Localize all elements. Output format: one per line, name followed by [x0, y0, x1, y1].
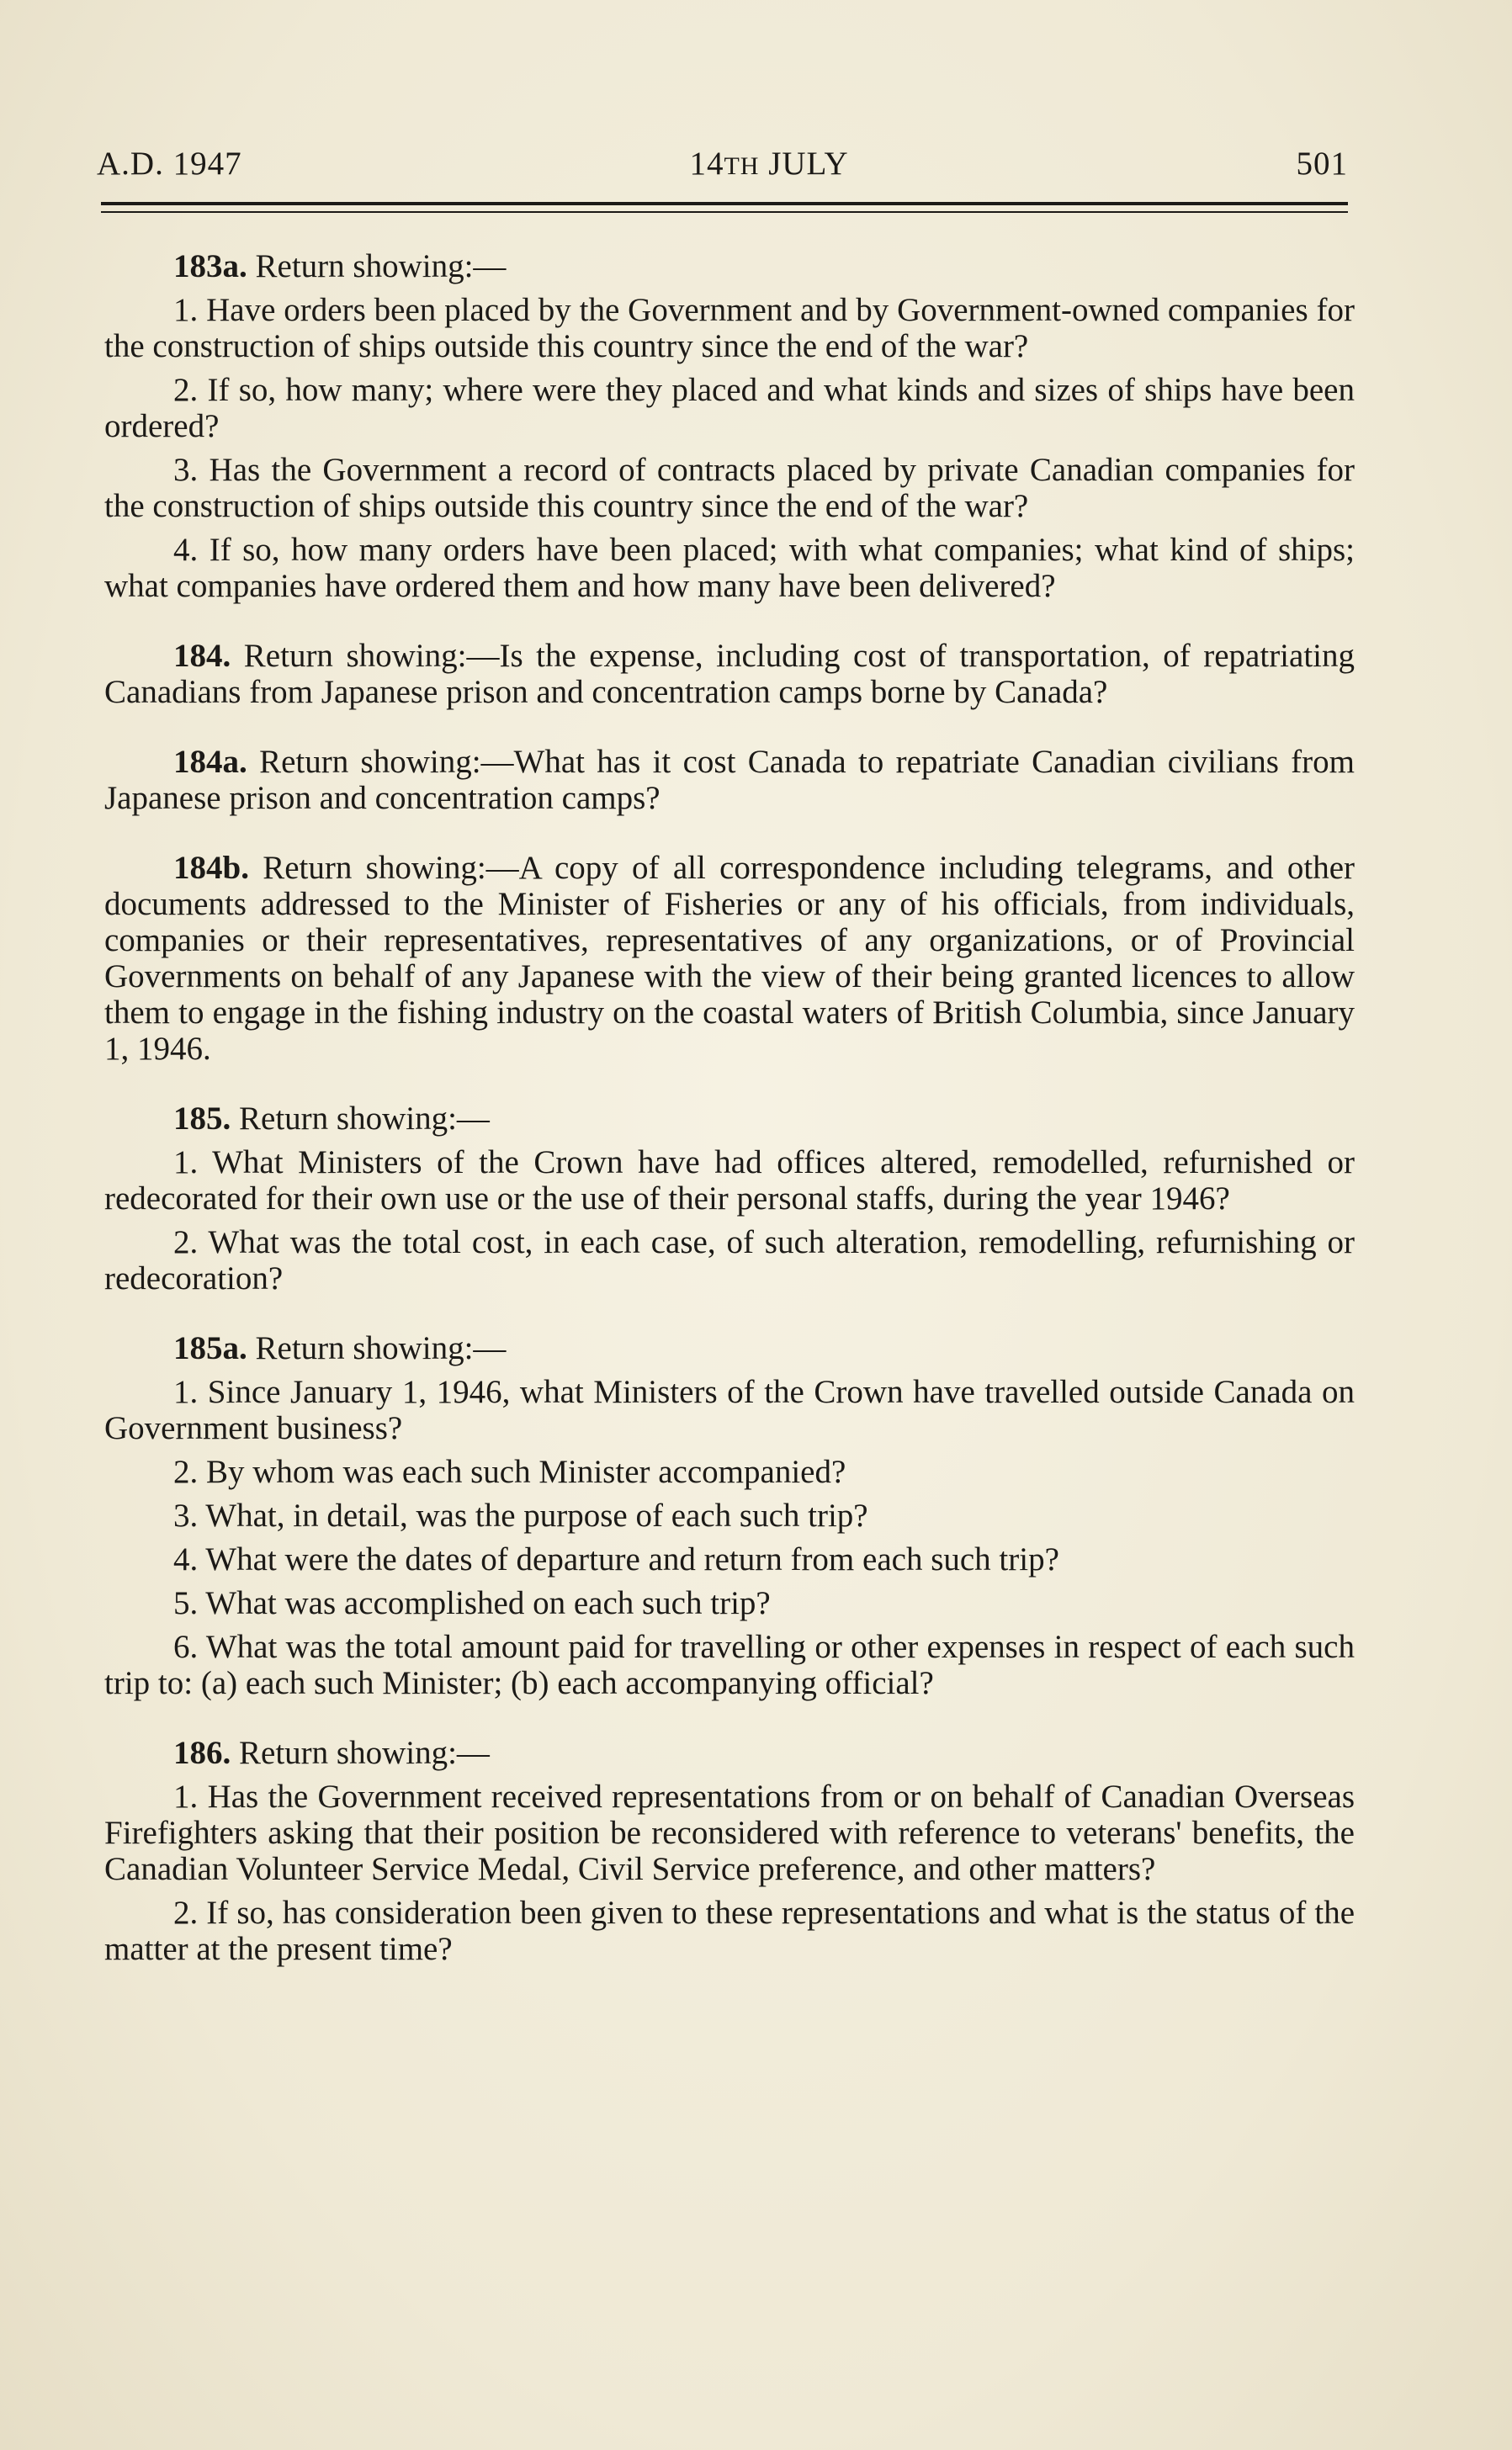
entry-number: 184b. — [173, 850, 249, 886]
header-rule-thick — [101, 202, 1348, 205]
entry-lead-text: Return showing:— — [255, 248, 507, 284]
entry-question: 1. What Ministers of the Crown have had offices altered, remodelled, refurnished or redecorated for their own use or the use of their personal staffs, during the year 1946? — [104, 1144, 1355, 1217]
header-day: 14 — [689, 146, 724, 182]
entry-number: 186. — [173, 1735, 231, 1771]
entry-question: 2. If so, how many; where were they placed and what kinds and sizes of ships have been ordered? — [104, 372, 1355, 444]
entry-lead — [104, 1735, 1355, 1771]
entry-lead — [104, 850, 1355, 1067]
entry-number: 185. — [173, 1100, 231, 1137]
header-rule-thin — [101, 211, 1348, 213]
running-header — [97, 145, 1348, 183]
entry-lead — [104, 1100, 1355, 1137]
entry-question: 2. If so, has consideration been given to these representations and what is the status of the matter at the present time? — [104, 1895, 1355, 1967]
entry-number: 184a. — [173, 744, 247, 780]
entry-question: 4. What were the dates of departure and return from each such trip? — [173, 1541, 1059, 1578]
entry-question: 3. Has the Government a record of contracts placed by private Canadian companies for the construction of ships outside this country since the end of the war? — [104, 452, 1355, 524]
return-entry — [104, 1735, 1355, 1967]
entry-lead — [104, 248, 1355, 284]
entry-question: 2. By whom was each such Minister accompanied? — [173, 1454, 846, 1490]
return-entry — [104, 744, 1355, 816]
entry-question: 5. What was accomplished on each such trip? — [173, 1585, 771, 1621]
header-date — [689, 145, 848, 183]
header-year: A.D. 1947 — [97, 146, 242, 182]
entry-lead — [104, 638, 1355, 710]
page-number: 501 — [1296, 146, 1348, 182]
entry-question: 1. Since January 1, 1946, what Ministers of the Crown have travelled outside Canada on Government business? — [104, 1374, 1355, 1446]
header-day-suffix: TH — [724, 152, 760, 180]
return-entry — [104, 1100, 1355, 1297]
entry-lead-text: Return showing:— — [239, 1100, 490, 1137]
return-entry — [104, 850, 1355, 1067]
return-entry — [104, 248, 1355, 604]
entry-lead-text: Return showing:—A copy of all correspondence including telegrams, and other documents addressed to the Minister of Fisheries or any of his officials, from individuals, companies or their representatives, representatives of any organizations, or of Provincial Governments on behalf of any Japanese with the view of their being granted licences to allow them to engage in the fishing industry on the coastal waters of British Columbia, since January 1, 1946. — [104, 850, 1355, 1067]
entry-lead-text: Return showing:—What has it cost Canada to repatriate Canadian civilians from Japanese prison and concentration camps? — [104, 744, 1355, 816]
entry-question: 4. If so, how many orders have been placed; with what companies; what kind of ships; what companies have ordered them and how many have been delivered? — [104, 532, 1355, 604]
entry-lead — [104, 744, 1355, 816]
entry-question: 3. What, in detail, was the purpose of each such trip? — [173, 1498, 868, 1534]
entry-lead-text: Return showing:—Is the expense, including cost of transportation, of repatriating Canadians from Japanese prison and concentration camps borne by Canada? — [104, 638, 1355, 710]
entry-lead-text: Return showing:— — [255, 1330, 507, 1366]
entries-list — [104, 248, 1355, 2001]
entry-lead — [104, 1330, 1355, 1366]
entry-question: 2. What was the total cost, in each case, of such alteration, remodelling, refurnishing or redecoration? — [104, 1224, 1355, 1297]
entry-number: 184. — [173, 638, 231, 674]
entry-number: 183a. — [173, 248, 247, 284]
entry-question: 6. What was the total amount paid for travelling or other expenses in respect of each such trip to: (a) each such Minister; (b) each accompanying official? — [104, 1629, 1355, 1701]
entry-question: 1. Have orders been placed by the Government and by Government-owned companies for the construction of ships outside this country since the end of the war? — [104, 292, 1355, 364]
entry-question: 1. Has the Government received representations from or on behalf of Canadian Overseas Firefighters asking that their position be reconsidered with reference to veterans' benefits, the Canadian Volunteer Service Medal, Civil Service preference, and other matters? — [104, 1779, 1355, 1887]
entry-number: 185a. — [173, 1330, 247, 1366]
return-entry — [104, 638, 1355, 710]
entry-lead-text: Return showing:— — [239, 1735, 490, 1771]
return-entry — [104, 1330, 1355, 1701]
header-month: JULY — [768, 146, 849, 182]
